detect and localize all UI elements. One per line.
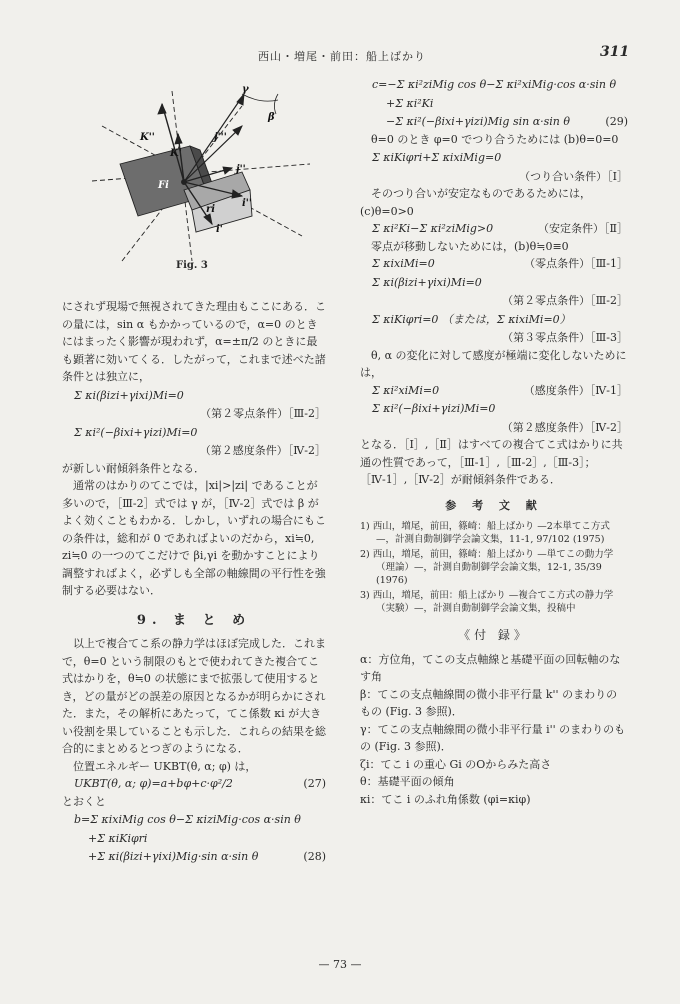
appendix-item: α：方位角，てこの支点軸線と基礎平面の回転軸のなす角 bbox=[360, 652, 621, 683]
fig-label-fi: Fi bbox=[158, 180, 169, 191]
condition-row bbox=[372, 220, 628, 238]
page-number: 311 bbox=[600, 44, 630, 60]
figure-3-diagram bbox=[92, 86, 312, 264]
equation: c=−Σ κi²ziMig cos θ−Σ κi²xiMig·cos α·sin θ bbox=[372, 78, 617, 91]
fig-label-jpp: j'' bbox=[236, 164, 246, 175]
condition-label: （第３零点条件）［Ⅲ-3］ bbox=[502, 331, 628, 344]
right-column bbox=[360, 75, 628, 808]
condition-label: （第２零点条件）［Ⅲ-2］ bbox=[502, 294, 628, 307]
fig-label-ri: ri bbox=[206, 204, 216, 215]
condition-row bbox=[372, 382, 628, 400]
fig-label-beta: β bbox=[268, 112, 275, 123]
equation: b=Σ κixiMig cos θ−Σ κiziMig·cos α·sin θ bbox=[74, 813, 301, 826]
condition-row bbox=[372, 255, 628, 273]
equation: Σ κi²(−βixi+γizi)Mi=0 bbox=[74, 425, 198, 439]
appendix-item: γ：てこの支点軸線間の微小非平行量 i'' のまわりのもの (Fig. 3 参照)． bbox=[360, 722, 626, 753]
figure-caption: Fig. 3 bbox=[176, 260, 208, 271]
equation: Σ κi(βizi+γixi)Mi=0 bbox=[372, 275, 482, 289]
appendix-item: κi：てこ i のふれ角係数 (φi=κiφ) bbox=[360, 792, 531, 806]
paragraph: が新しい耐傾斜条件となる． bbox=[62, 461, 205, 475]
equation-number: (28) bbox=[303, 850, 326, 863]
equation: Σ κiKiφri+Σ κixiMig=0 bbox=[372, 151, 502, 164]
fig-label-ipp: i'' bbox=[242, 198, 252, 209]
references-heading: 参 考 文 献 bbox=[445, 498, 543, 512]
appendix-heading: 《付 録》 bbox=[458, 628, 530, 642]
running-header: 西山・増尾・前田：船上ばかり bbox=[258, 50, 426, 63]
equation-29 bbox=[386, 113, 628, 131]
condition-label: （第２感度条件）［Ⅳ-2］ bbox=[501, 420, 628, 434]
equation: Σ κi(βizi+γixi)Mi=0 bbox=[74, 388, 184, 402]
appendix-item: θ：基礎平面の傾角 bbox=[360, 775, 455, 788]
equation-number: (27) bbox=[303, 777, 326, 790]
condition-label: （第２感度条件）［Ⅳ-2］ bbox=[199, 444, 326, 457]
equation: −Σ κi²(−βixi+γizi)Mig sin α·sin θ bbox=[386, 115, 571, 128]
fig-label-jppp: j''' bbox=[214, 132, 227, 143]
equation: +Σ κi²Ki bbox=[386, 96, 434, 110]
reference-item: 1) 西山，増尾，前田，篠崎：船上ばかり —2本単てこ方式—，計測自動制御学会論文集，11-1, 97/102 (1975) bbox=[360, 521, 610, 545]
condition-label: （第２零点条件）［Ⅲ-2］ bbox=[200, 407, 326, 420]
paragraph: とおくと bbox=[62, 794, 106, 808]
fig-label-kpp: K'' bbox=[140, 132, 155, 143]
condition-label: （安定条件）［Ⅱ］ bbox=[538, 222, 628, 235]
equation: +Σ κi(βizi+γixi)Mig·sin α·sin θ bbox=[88, 850, 259, 863]
condition-label: （感度条件）［Ⅳ-1］ bbox=[523, 383, 628, 397]
reference-item: 3) 西山，増尾，前田：船上ばかり —複合てこ方式の静力学（実験）—，計測自動制御学会論文集，投稿中 bbox=[360, 590, 614, 614]
fig-label-kp: K' bbox=[170, 148, 182, 159]
fig-label-ip: i' bbox=[216, 224, 223, 235]
equation: Σ κi²Ki−Σ κi²ziMig>0 bbox=[372, 222, 494, 235]
condition-label: （零点条件）［Ⅲ-1］ bbox=[524, 257, 628, 270]
paragraph: そのつり合いが安定なものであるためには，(c)θ=0>0 bbox=[360, 187, 591, 218]
appendix-item: β：てこの支点軸線間の微小非平行量 k'' のまわりのもの (Fig. 3 参照)． bbox=[360, 687, 618, 718]
paragraph: 以上で複合てこ系の静力学はほぼ完成した．これまで，θ=0 という制限のもとで使われてきた複合てこ式はかりを，θ≒0 の状態にまで拡張して使用するとき，どの量がどの誤差の原因となるかが明らかにされた．また，その解析にあたって，てこ係数 κi が大きい役割を果していることも示した．これらの結果を総合的にまとめるとつぎのようになる． bbox=[62, 637, 326, 755]
reference-item: 2) 西山，増尾，前田，篠崎：船上ばかり —単てこの動力学（理論）—，計測自動制御学会論文集，12-1, 35/39 (1976) bbox=[360, 549, 614, 586]
equation: UKBT(θ, α; φ)=a+bφ+c·φ²/2 bbox=[74, 777, 233, 790]
paragraph: θ=0 のとき φ=0 でつり合うためには (b)θ=0=0 bbox=[371, 132, 619, 146]
equation: Σ κiKiφri=0 （または，Σ κixiMi=0） bbox=[372, 312, 571, 326]
paragraph: 位置エネルギー UKBT(θ, α; φ) は， bbox=[73, 759, 257, 773]
paragraph: となる．［Ⅰ］,［Ⅱ］はすべての複合てこ式はかりに共通の性質であって，［Ⅲ-1］,［Ⅲ-2］,［Ⅲ-3］；［Ⅳ-1］,［Ⅳ-2］が耐傾斜条件である． bbox=[360, 438, 623, 486]
equation-27 bbox=[74, 775, 326, 793]
section-heading: 9. ま と め bbox=[136, 612, 252, 628]
equation: Σ κi²xiMi=0 bbox=[372, 383, 440, 397]
paragraph: 零点が移動しないためには，(b)θ≒0≡0 bbox=[371, 239, 569, 253]
condition-label: （つり合い条件）［Ⅰ］ bbox=[519, 169, 628, 183]
paragraph: θ, α の変化に対して感度が極端に変化しないためには， bbox=[360, 348, 627, 379]
equation-28 bbox=[88, 848, 326, 866]
equation: +Σ κiKiφri bbox=[88, 831, 148, 845]
page-footer: — 73 — bbox=[318, 958, 362, 971]
paragraph: にされず現場で無視されてきた理由もここにある．この量には，sin α もかかっているので，α=0 のときにはまったく影響が現われず，α=±π/2 のときに最も顕著に効いてくる．したがって，これまで述べた諸条件とは独立に， bbox=[62, 300, 326, 383]
equation: Σ κixiMi=0 bbox=[372, 257, 435, 270]
appendix-item: ζi：てこ i の重心 Gi のOからみた高さ bbox=[360, 757, 552, 771]
paragraph: 通常のはかりのてこでは，|xi|>|zi| であることが多いので，［Ⅲ-2］式では γ が，［Ⅳ-2］式では β がよく効くこともわかる．しかし，いずれの場合にもこの条件は，総和が 0 であればよいのだから，xi≒0, zi≒0 の一つのてこだけで βi,γi を動かすことにより調整すればよく，必ずしも全部の軸線間の平行性を強制する必要はない． bbox=[62, 479, 326, 597]
left-column bbox=[62, 298, 326, 866]
equation-number: (29) bbox=[605, 115, 628, 128]
equation: Σ κi²(−βixi+γizi)Mi=0 bbox=[372, 402, 496, 415]
fig-label-gamma: γ bbox=[242, 86, 249, 95]
